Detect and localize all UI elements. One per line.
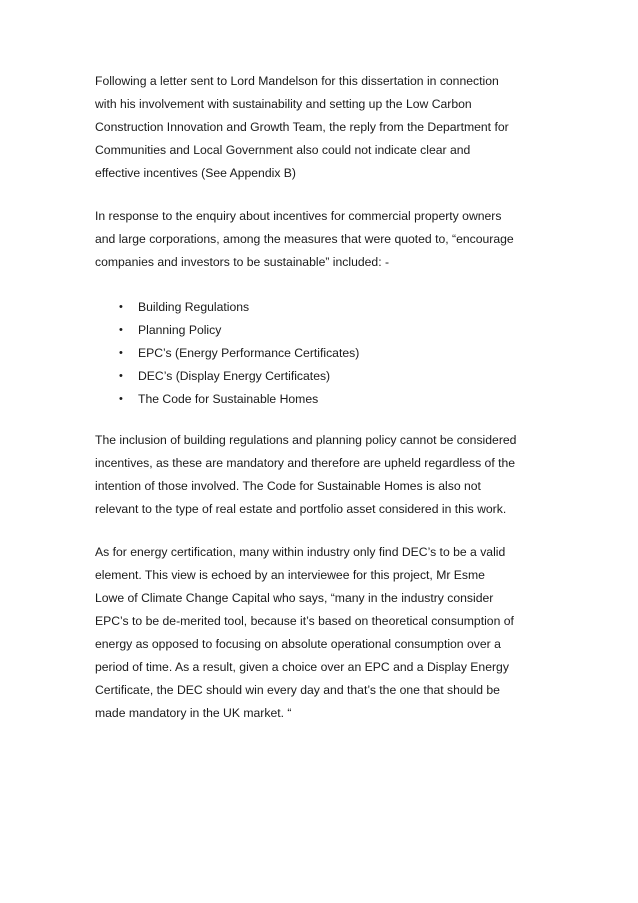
list-item-label: The Code for Sustainable Homes <box>138 392 319 406</box>
text-line: period of time. As a result, given a choice over an EPC and a Display Energy <box>95 660 509 674</box>
text-line: element. This view is echoed by an interviewee for this project, Mr Esme <box>95 568 485 582</box>
text-line: energy as opposed to focusing on absolute operational consumption over a <box>95 637 501 651</box>
bullet-icon: • <box>119 393 123 405</box>
list-item <box>95 365 555 388</box>
list-item-label: Planning Policy <box>138 323 222 337</box>
text-line: intention of those involved. The Code for Sustainable Homes is also not <box>95 479 481 493</box>
text-line: Communities and Local Government also could not indicate clear and <box>95 143 471 157</box>
text-line: made mandatory in the UK market. “ <box>95 706 292 720</box>
text-line: Construction Innovation and Growth Team, the reply from the Department for <box>95 120 509 134</box>
list-item-label: Building Regulations <box>138 300 250 314</box>
text-line: companies and investors to be sustainable” included: - <box>95 255 390 269</box>
text-line: The inclusion of building regulations and planning policy cannot be considered <box>95 433 517 447</box>
text-line: As for energy certification, many within industry only find DEC’s to be a valid <box>95 545 506 559</box>
text-line: relevant to the type of real estate and portfolio asset considered in this work. <box>95 502 507 516</box>
list-item <box>95 319 555 342</box>
paragraph-regulations-not-incentives <box>95 429 555 521</box>
bullet-icon: • <box>119 347 123 359</box>
list-item <box>95 342 555 365</box>
text-line: effective incentives (See Appendix B) <box>95 166 296 180</box>
paragraph-enquiry-response <box>95 205 555 274</box>
list-item <box>95 296 555 319</box>
text-line: EPC’s to be de-merited tool, because it’s based on theoretical consumption of <box>95 614 514 628</box>
text-line: In response to the enquiry about incentives for commercial property owners <box>95 209 502 223</box>
text-line: and large corporations, among the measures that were quoted to, “encourage <box>95 232 514 246</box>
text-line: Lowe of Climate Change Capital who says, “many in the industry consider <box>95 591 494 605</box>
bullet-icon: • <box>119 301 123 313</box>
text-line: incentives, as these are mandatory and therefore are upheld regardless of the <box>95 456 516 470</box>
paragraph-mandelson-letter <box>95 70 555 185</box>
measures-bullet-list <box>95 296 555 411</box>
list-item-label: EPC’s (Energy Performance Certificates) <box>138 346 360 360</box>
list-item <box>95 388 555 411</box>
bullet-icon: • <box>119 324 123 336</box>
paragraph-energy-certification <box>95 541 555 725</box>
text-line: Following a letter sent to Lord Mandelson for this dissertation in connection <box>95 74 499 88</box>
text-line: with his involvement with sustainability and setting up the Low Carbon <box>95 97 472 111</box>
bullet-icon: • <box>119 370 123 382</box>
text-line: Certificate, the DEC should win every day and that’s the one that should be <box>95 683 500 697</box>
list-item-label: DEC’s (Display Energy Certificates) <box>138 369 331 383</box>
